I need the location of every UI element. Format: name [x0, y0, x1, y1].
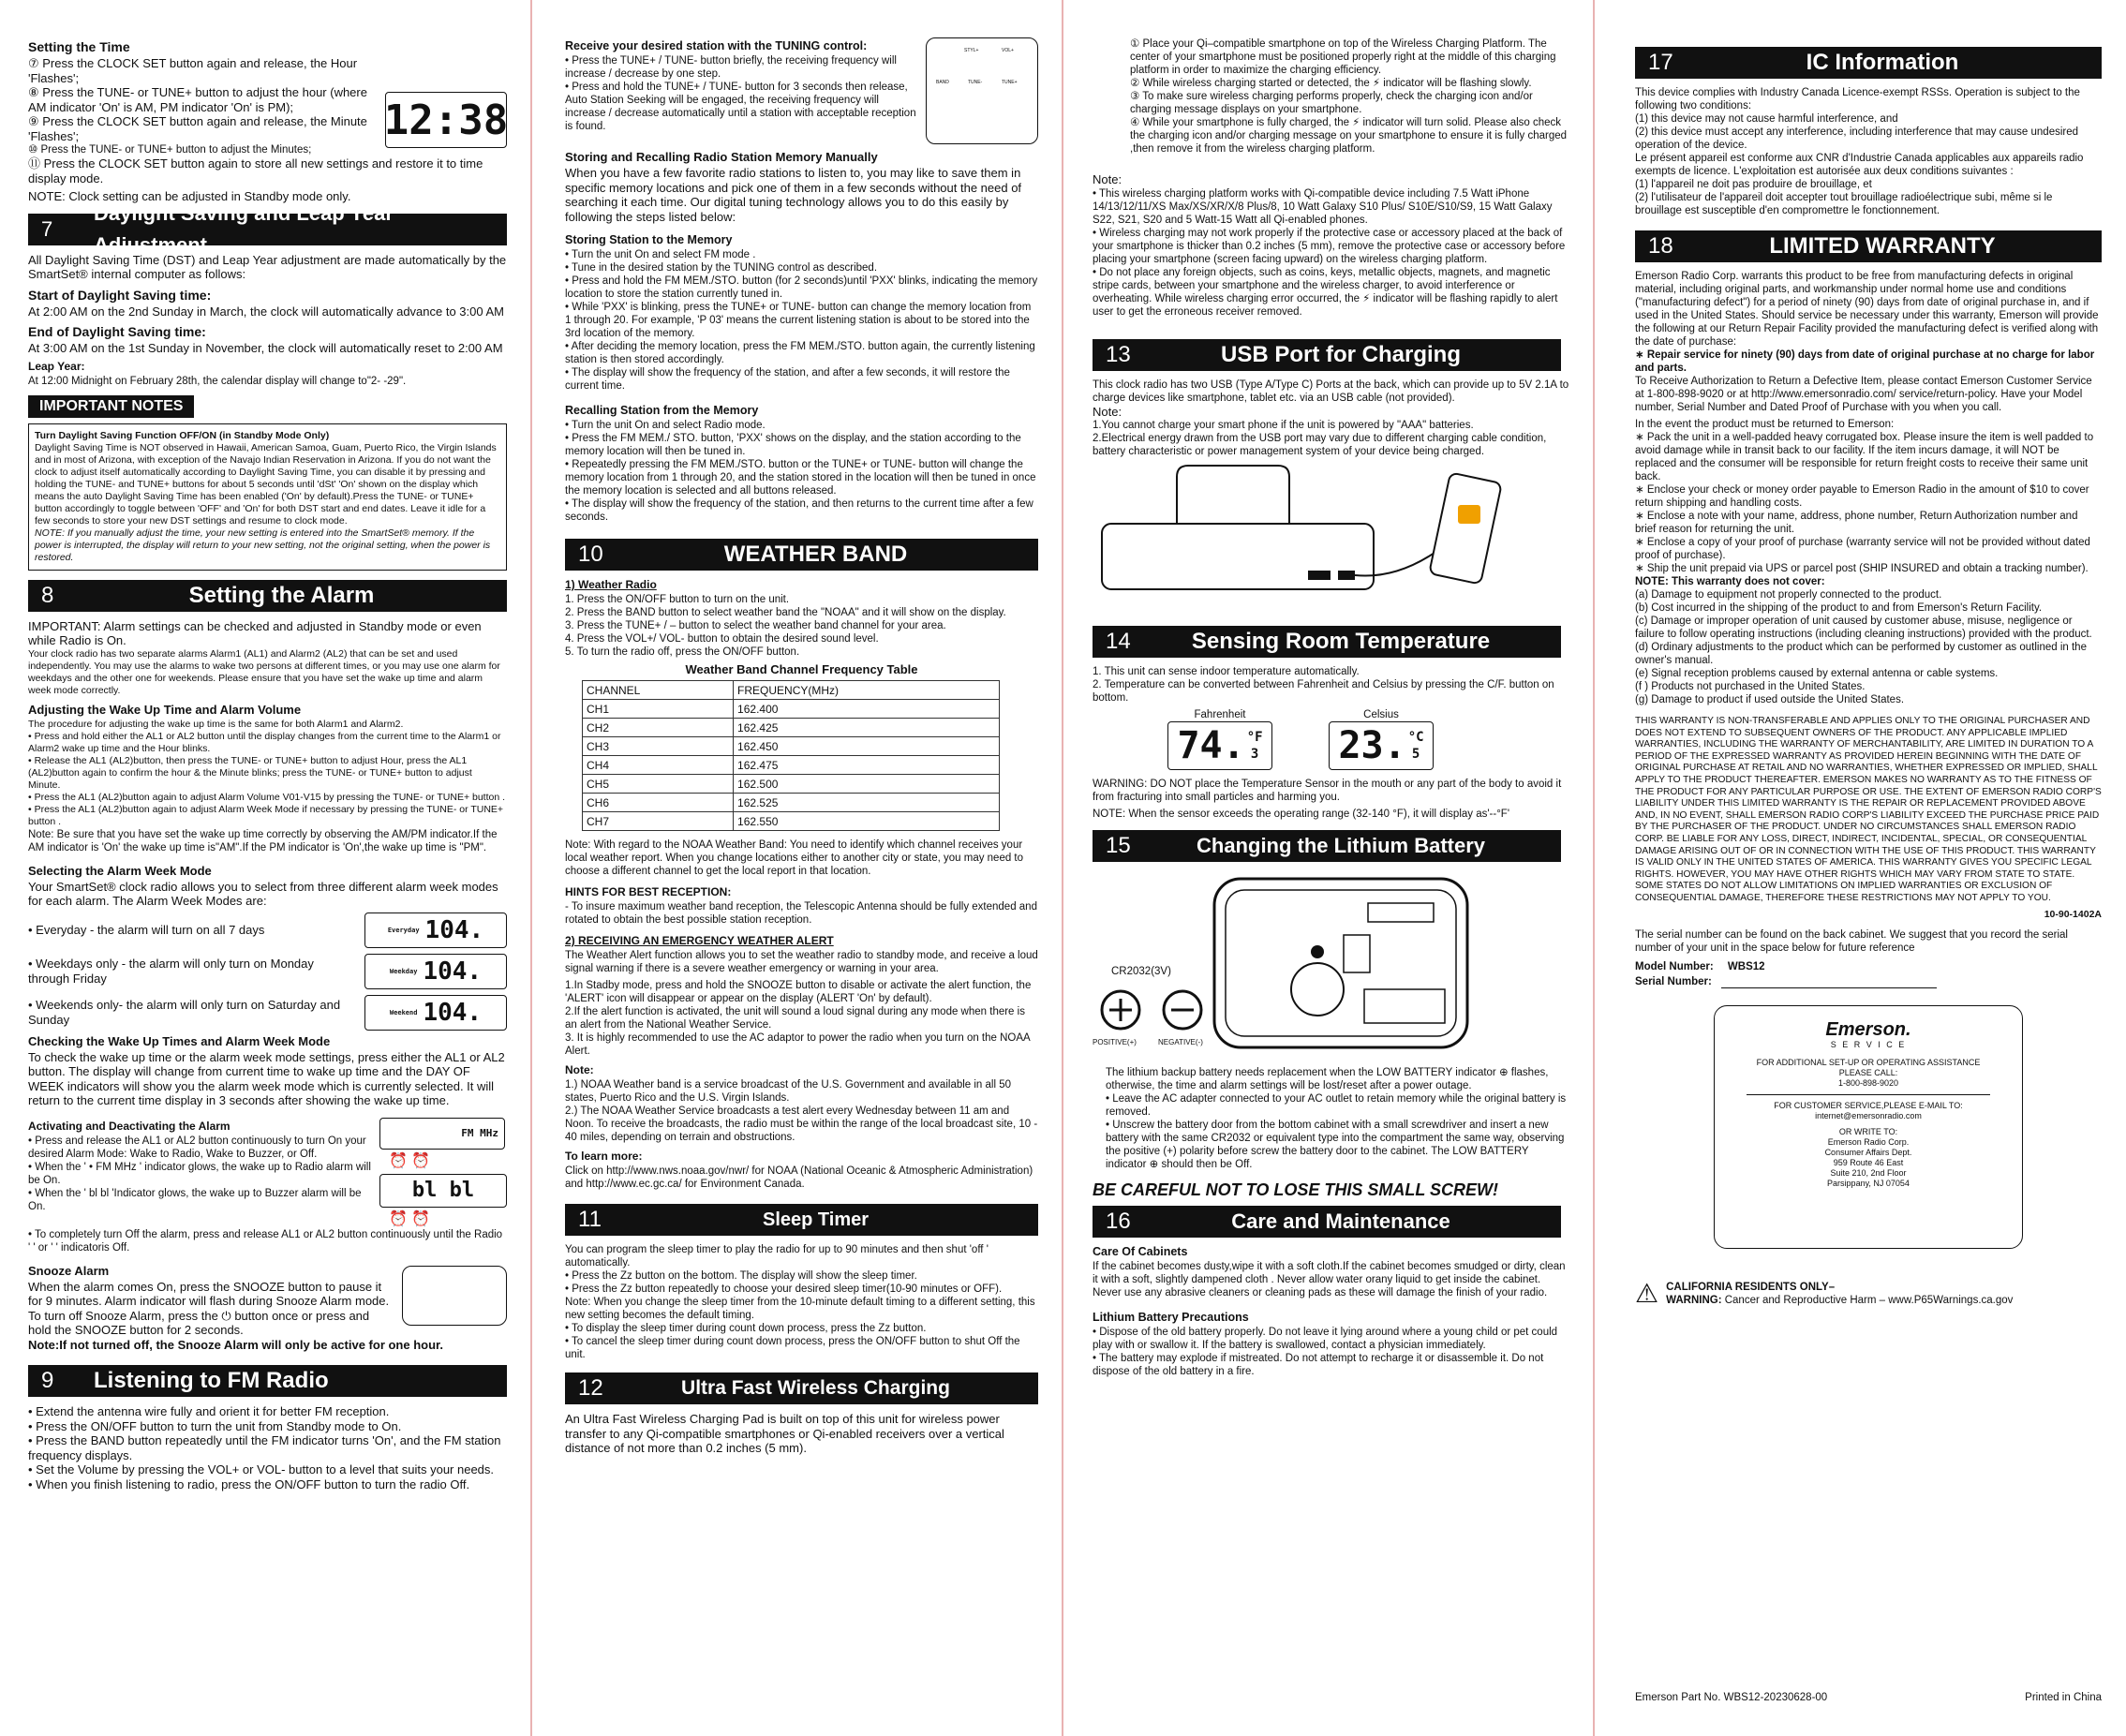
list-item: (b) Cost incurred in the shipping of the product to and from Emerson's Return Facility. — [1635, 602, 2043, 614]
paragraph: When the alarm comes On, press the SNOOZE button to pause it for 9 minutes. Alarm indicator will flash during Snooze Alarm mode. To turn off Snooze Alarm, press the ⏻ button once or press and hold the SNOOZE button for 2 seconds. — [28, 1279, 390, 1337]
california-warning: ⚠ CALIFORNIA RESIDENTS ONLY– WARNING: Cancer and Reproductive Harm – www.P65Warnings.ca.gov — [1635, 1278, 2014, 1308]
printed-in: Printed in China — [2025, 1692, 2102, 1703]
alarm-lcd: Weekday 104. — [364, 954, 507, 989]
email-heading: FOR CUSTOMER SERVICE,PLEASE E-MAIL TO: — [1774, 1100, 1963, 1110]
step: 2. Press the BAND button to select weather band the "NOAA" and it will show on the display. — [565, 607, 1006, 618]
section-title: Sleep Timer — [762, 1209, 870, 1230]
note: 2.Electrical energy drawn from the USB port may vary due to different charging cable condition, battery characteristic or power management system of your device being charged. — [1093, 433, 1547, 457]
paragraph: At 12:00 Midnight on February 28th, the calendar display will change to"2- -29". — [28, 375, 407, 387]
sub-heading: Note: — [565, 1063, 594, 1076]
step: • Press the FM MEM./ STO. button, 'PXX' shows on the display, and the station according to the memory location will then be tuned in. — [565, 433, 1021, 457]
section-bar: 13 USB Port for Charging — [1093, 339, 1561, 371]
usb-charging-illustration — [1093, 458, 1561, 617]
step: • Tune in the desired station by the TUNING control as described. — [565, 262, 878, 274]
battery-type-label: CR2032(3V) — [1111, 966, 1171, 977]
screw-warning: BE CAREFUL NOT TO LOSE THIS SMALL SCREW! — [1093, 1180, 1499, 1199]
note: Note: With regard to the NOAA Weather Band: You need to identify which channel receives your local weather report. When you change locations either to another city or state, you may need to choose a different channel to get the local report in that location. — [565, 839, 1024, 877]
important-notes-label: IMPORTANT NOTES — [28, 395, 194, 418]
note: • Wireless charging may not work properly if the protective case or accessory placed at the back of your smartphone is thicker than 0.2 inches (5 mm), remove the protective case or accessory before placing your smartphone (screen facing upward) on the wireless charging platform. — [1093, 227, 1566, 265]
sub-heading: Activating and Deactivating the Alarm — [28, 1119, 230, 1133]
section-bar: 7 Daylight Saving and Leap Year Adjustment — [28, 214, 507, 245]
table-row: CH5 162.500 — [583, 775, 1000, 794]
section-bar: 15 Changing the Lithium Battery — [1093, 830, 1561, 862]
step: • To completely turn Off the alarm, press and release AL1 or AL2 button continuously until the Radio ' ' or ' ' indicatoris Off. — [28, 1228, 503, 1254]
step: ⑦ Press the CLOCK SET button again and release, the Hour 'Flashes'; — [28, 56, 358, 85]
paragraph: The Weather Alert function allows you to set the weather radio to standby mode, and receive a loud signal warning if there is a severe weather emergency or warning in your area. — [565, 950, 1038, 974]
paragraph: An Ultra Fast Wireless Charging Pad is built on top of this unit for wireless power transfer to any Qi-compatible smartphones or Qi-enabled receivers over a vertical distance of not more than 0.2 inches (5 mm). — [565, 1412, 1004, 1455]
step: • To display the sleep timer during count down process, press the Zz button. — [565, 1323, 927, 1334]
address-line: 959 Route 46 East — [1833, 1157, 1904, 1167]
paragraph: This device complies with Industry Canada Licence-exempt RSSs. Operation is subject to the following two conditions: (1) this device may not cause harmful interference, and (2) this device must accept any interference, including interference that may cause undesired operation of the device. Le présent appareil est conforme aux CNR d'Industrie Canada applicables aux appareils radio exempts de licence. L'exploitation est autorisée aux deux conditions suivantes : (1) l'appareil ne doit pas produire de brouillage, et (2) l'utilisateur de l'appareil doit accepter tout brouillage radioélectrique subi, même si le brouillage est susceptible d'en compromettre le fonctionnement. — [1635, 87, 2084, 216]
paragraph: Your SmartSet® clock radio allows you to select from three different alarm week modes for each alarm. The Alarm Week Modes are: — [28, 879, 498, 908]
step: • Release the AL1 (AL2)button, then press the TUNE- or TUNE+ button to adjust Hour, press the AL1 (AL2)button again to confirm the hour & the Minute blinks; press the TUNE- or TUNE+ button to adjust Minute. — [28, 754, 472, 791]
note: NOTE: When the sensor exceeds the operating range (32-140 °F), it will display as'--°F' — [1093, 809, 1510, 820]
step: ④ While your smartphone is fully charged, the ⚡ indicator will turn solid. Please also check the charging icon and/or charging message on your smartphone to ensure it is fully charged ,then remove it from the wireless charging platform. — [1130, 117, 1568, 155]
paragraph: The lithium backup battery needs replacement when the LOW BATTERY indicator ⊕ flashes, otherwise, the time and alarm settings will be lost/reset after a power outage. — [1106, 1067, 1549, 1091]
step: • Press and hold the FM MEM./STO. button (for 2 seconds)until 'PXX' blinks, indicating the memory location to store the station currently tuned in. — [565, 275, 1038, 300]
list-item: (g) Damage to product if used outside the United States. — [1635, 694, 1905, 705]
paragraph: At 2:00 AM on the 2nd Sunday in March, the clock will automatically advance to 3:00 AM — [28, 304, 505, 319]
device-top-image — [402, 1266, 507, 1326]
time-lcd: 12:38 — [385, 92, 507, 148]
step: • Extend the antenna wire fully and orient it for better FM reception. — [28, 1404, 390, 1418]
note-heading: Note: — [1093, 404, 1122, 419]
step: 3. Press the TUNE+ / – button to select the weather band channel for your area. — [565, 620, 946, 631]
paragraph: When you have a few favorite radio stations to listen to, you may like to save them in specific memory locations and pick one of them in a few seconds without the need of searching it each time. Our digital tuning technology allows you to do this easily by following the steps listed below: — [565, 166, 1022, 224]
table-row: CH2 162.425 — [583, 719, 1000, 737]
step: • Unscrew the battery door from the bottom cabinet with a small screwdriver and insert a new battery with the same CR2032 or equivalent type into the compartment the same way, observing the positive (+) polarity before screw the battery door to the cabinet. The LOW BATTERY indicator ⊕ should then be Off. — [1106, 1120, 1565, 1170]
radio-alarm-lcd: FM MHz — [379, 1118, 505, 1150]
note: Note: When you change the sleep timer from the 10-minute default timing to a different setting, this new setting becomes the default timing. — [565, 1297, 1035, 1321]
paragraph: Emerson Radio Corp. warrants this product to be free from manufacturing defects in original material, including original parts, and workmanship under normal home use and conditions ("manufacturing defect") for a period of ninety (90) days from date of original purchase in, and if used in the United States. Should service be necessary under this warranty, Emerson will provide the following at our Return Repair Facility provided the manufacturing defect is verified along with the date of purchase: — [1635, 271, 2099, 348]
paragraph: The procedure for adjusting the wake up time is the same for both Alarm1 and Alarm2. — [28, 718, 404, 730]
section-title: Sensing Room Temperature — [1191, 629, 1491, 654]
note: Note: Be sure that you have set the wake up time correctly by observing the AM/PM indicator.If the AM indicator is 'On' the wake up time is"AM".If the PM indicator is 'On',the wake up time is "PM". — [28, 828, 498, 853]
list-item: (a) Damage to equipment not properly connected to the product. — [1635, 589, 1942, 601]
paragraph: Your clock radio has two separate alarms Alarm1 (AL1) and Alarm2 (AL2) that can be set and used independently. You may use the alarms to wake two persons at different times, or you may use one alarm for weekdays and the other one for weekends. Please ensure that you have set the wake up time and alarm week mode correctly. — [28, 647, 500, 696]
box-text: Daylight Saving Time is NOT observed in Hawaii, American Samoa, Guam, Puerto Rico, the Virgin Islands and in most of Arizona, with exception of the Navajo Indian Reservation in Arizona. If you do not want the clock to adjust itself automatically according to Daylight Saving Time, you can disable it by pressing and holding the TUNE- and TUNE+ buttons for about 5 seconds until 'dSt' 'On' shown on the display which means the auto Daylight Saving Time has been enabled ('On' by default).Press the TUNE- or TUNE+ button accordingly to toggle between 'OFF' and 'On' for both DST start and end dates. Leave it idle for a few seconds to store your new DST settings and resume to clock mode. — [35, 441, 497, 527]
step: • Press the ON/OFF button to turn the unit from Standby mode to On. — [28, 1418, 402, 1433]
step: 1. Press the ON/OFF button to turn on the unit. — [565, 594, 790, 605]
step: • When you finish listening to radio, press the ON/OFF button to turn the radio Off. — [28, 1476, 470, 1491]
step: • When the ' bl bl 'Indicator glows, the wake up to Buzzer alarm will be On. — [28, 1187, 362, 1212]
step: • While 'PXX' is blinking, press the TUNE+ or TUNE- button can change the memory location from 1 through 20. For example, 'P 03' means the current listening station is about to be stored into the 3rd location of the memory. — [565, 302, 1032, 339]
paragraph: You can program the sleep timer to play the radio for up to 90 minutes and then shut 'off ' automatically. — [565, 1244, 989, 1269]
step: • Turn the unit On and select Radio mode. — [565, 420, 766, 431]
section-title: WEATHER BAND — [723, 542, 908, 567]
legal-text: THIS WARRANTY IS NON-TRANSFERABLE AND APPLIES ONLY TO THE ORIGINAL PURCHASER AND DOES NOT EXTEND TO SUBSEQUENT OWNERS OF THE PRODUCT. ANY APPLICABLE IMPLIED WARRANTIES, INCLUDING THE WARRANTY OF MERCHANTABILITY, ARE LIMITED IN DURATION TO A PERIOD OF THE EXPRESSED WARRANTY AS PROVIDED HEREIN BEGINNING WITH THE DATE OF ORIGINAL PURCHASE AT RETAIL AND NO WARRANTIES, WHETHER EXPRESSED OR IMPLIED, SHALL APPLY TO THE PRODUCT THEREAFTER. EMERSON MAKES NO WARRANTY AS TO THE FITNESS OF THE PRODUCT FOR ANY PARTICULAR PURPOSE OR USE. THE EXTENT OF EMERSON RADIO CORP'S LIABILITY UNDER THIS LIMITED WARRANTY IS THE REPAIR OR REPLACEMENT PROVIDED ABOVE AND, IN NO EVENT, SHALL EMERSON RADIO CORP'S LIABILITY EXCEED THE PURCHASE PRICE PAID BY THE PURCHASER OF THE PRODUCT. UNDER NO CIRCUMSTANCES SHALL EMERSON RADIO CORP. BE LIABLE FOR ANY LOSS, DIRECT, INDIRECT, INCIDENTAL, SPECIAL, OR CONSEQUENTIAL DAMAGE ARISING OUT OF OR IN CONNECTION WITH THE USE OF THIS PRODUCT. THIS WARRANTY IS VALID ONLY IN THE UNITED STATES OF AMERICA. THIS WARRANTY GIVES YOU SPECIFIC LEGAL RIGHTS. HOWEVER, YOU MAY HAVE OTHER RIGHTS WHICH MAY VARY FROM STATE TO STATE. SOME STATES DO NOT ALLOW LIMITATIONS ON IMPLIED WARRANTIES OR EXCLUSION OF CONSEQUENTIAL DAMAGE, THEREFORE THESE RESTRICTIONS MAY NOT APPLY TO YOU. — [1635, 716, 2102, 903]
sub-heading: Adjusting the Wake Up Time and Alarm Volume — [28, 702, 302, 717]
step: • Leave the AC adapter connected to your AC outlet to retain memory while the original battery is removed. — [1106, 1093, 1567, 1118]
warning: WARNING: DO NOT place the Temperature Sensor in the mouth or any part of the body to avoid it from fracturing into small particles and harming you. — [1093, 779, 1562, 803]
step: • To cancel the sleep timer during count down process, press the ON/OFF button to shut Off the unit. — [565, 1336, 1020, 1360]
device-top-image: STYL+ VOL+ BAND TUNE- TUNE+ — [926, 37, 1038, 144]
step: ∗ Enclose a copy of your proof of purchase (warranty service will not be provided without dated proof of purchase). — [1635, 537, 2090, 561]
paragraph: To check the wake up time or the alarm week mode settings, press either the AL1 or AL2 button. The display will change from current time to wake up time and the DAY OF WEEK indicators will show you the alarm week mode which is currently selected. It will return to the current time display in 3 seconds after showing the wake up time. — [28, 1049, 505, 1107]
section-title: IC Information — [1806, 50, 1959, 75]
section-bar: 16 Care and Maintenance — [1093, 1206, 1561, 1238]
sub-heading: NOTE: This warranty does not cover: — [1635, 576, 1825, 587]
paragraph: - To insure maximum weather band reception, the Telescopic Antenna should be fully extended and rotated to obtain the best possible station reception. — [565, 901, 1037, 926]
step: • Press the BAND button repeatedly until the FM indicator turns 'On', and the FM station frequency displays. — [28, 1433, 501, 1462]
note: • Do not place any foreign objects, such as coins, keys, metallic objects, magnets, and magnetic stripe cards, between your smartphone and the wireless charger, to avoid interference or overheating. While wireless charging error occurred, the ⚡ indicator will be flashing rapidly to alert user to get the erroneous receiver removed. — [1093, 266, 1558, 318]
section-title: Setting the Alarm — [188, 582, 375, 608]
sub-heading: Recalling Station from the Memory — [565, 404, 759, 417]
step: 2.If the alert function is activated, the unit will sound a loud signal during any mode when there is an alert from the National Weather Service. — [565, 1006, 1025, 1031]
paragraph: ∗ Repair service for ninety (90) days from date of original purchase at no charge for labor and parts. — [1635, 349, 2095, 374]
assist-text: FOR ADDITIONAL SET-UP OR OPERATING ASSISTANCE — [1756, 1057, 1981, 1067]
step: ② While wireless charging started or detected, the ⚡ indicator will be flashing slowly. — [1130, 78, 1532, 89]
paragraph: At 3:00 AM on the 1st Sunday in November, the clock will automatically reset to 2:00 AM — [28, 341, 503, 355]
step: ⑩ Press the TUNE- or TUNE+ button to adjust the Minutes; — [28, 144, 312, 156]
paragraph: In the event the product must be returned to Emerson: — [1635, 419, 1895, 430]
step: ③ To make sure wireless charging performs properly, check the charging icon and/or charging message displays on your smartphone. — [1130, 91, 1533, 115]
california-heading: CALIFORNIA RESIDENTS ONLY– — [1666, 1281, 1836, 1293]
table-row: CHANNEL FREQUENCY(MHz) — [583, 681, 1000, 700]
table-row: CH7 162.550 — [583, 812, 1000, 831]
note: Note:If not turned off, the Snooze Alarm will only be active for one hour. — [28, 1337, 443, 1352]
positive-label: POSITIVE(+) — [1093, 1038, 1137, 1046]
section-bar: 18 LIMITED WARRANTY — [1635, 230, 2102, 262]
sub-heading: Storing and Recalling Radio Station Memory Manually — [565, 150, 878, 164]
step: • The display will show the frequency of the station, and after a few seconds, it will restore the current time. — [565, 367, 1010, 392]
step: • Press the Zz button repeatedly to choose your desired sleep timer(10-90 minutes or OFF). — [565, 1283, 1003, 1295]
section-title: Changing the Lithium Battery — [1197, 834, 1485, 857]
step: 4. Press the VOL+/ VOL- button to obtain the desired sound level. — [565, 633, 879, 645]
paragraph: This clock radio has two USB (Type A/Type C) Ports at the back, which can provide up to 5V 2.1A to charge devices like smartphone, tablet etc. via an USB cable (not provided). — [1093, 378, 1569, 404]
sub-heading: Storing Station to the Memory — [565, 233, 733, 246]
step: • Set the Volume by pressing the VOL+ or VOL- button to a level that suits your needs. — [28, 1462, 495, 1476]
step: • Turn the unit On and select FM mode . — [565, 249, 756, 260]
warning-triangle-icon: ⚠ — [1635, 1278, 1659, 1308]
step: ∗ Enclose your check or money order payable to Emerson Radio in the amount of $10 to cover return shipping and handling costs. — [1635, 484, 2089, 509]
learn-more-links[interactable]: Click on http://www.nws.noaa.gov/nwr/ for NOAA (National Oceanic & Atmospheric Administration) and http://www.ec.gc.ca/ for Environment Canada. — [565, 1165, 1033, 1190]
week-mode-everyday: • Everyday - the alarm will turn on all 7 days — [28, 922, 265, 937]
box-note: NOTE: If you manually adjust the time, your new setting is entered into the SmartSet® memory. If the power is interrupted, the display will return to your new setting, not the original setting, when the power is restored. — [35, 527, 491, 563]
sub-heading: Snooze Alarm — [28, 1263, 110, 1278]
step: • Dispose of the old battery properly. Do not leave it lying around where a young child or pet could play with or swallow it. If the battery is swallowed, contact a physician immediately. — [1093, 1327, 1558, 1351]
step: • Repeatedly pressing the FM MEM./STO. button or the TUNE+ or TUNE- button will change the memory location from 1 through 20, and the station stored in the location will then be tuned in once the memory location is selected and all buttons released. — [565, 459, 1036, 497]
column-1 — [0, 0, 531, 1736]
list-item: (c) Damage or improper operation of unit caused by customer abuse, misuse, negligence or failure to follow operating instructions (including cleaning instructions) provided with the product. — [1635, 616, 2092, 640]
note: 1.You cannot charge your smart phone if the unit is powered by "AAA" batteries. — [1093, 420, 1474, 431]
table-row: CH3 162.450 — [583, 737, 1000, 756]
buzzer-alarm-lcd: bl bl — [379, 1174, 507, 1208]
table-row: CH1 162.400 — [583, 700, 1000, 719]
service-card — [1714, 1005, 2023, 1249]
sub-heading: Lithium Battery Precautions — [1093, 1311, 1249, 1324]
list-item: (f ) Products not purchased in the United States. — [1635, 681, 1866, 692]
serial-number-row: Serial Number: — [1635, 975, 2102, 988]
step: • The battery may explode if mistreated. Do not attempt to recharge it or disassemble it. Do not dispose of the old battery in a fire. — [1093, 1353, 1544, 1377]
write-heading: OR WRITE TO: — [1838, 1126, 1898, 1136]
step: ⑪ Press the CLOCK SET button again to store all new settings and restore it to time display mode. — [28, 156, 483, 185]
step: • Press and hold either the AL1 or AL2 button until the display changes from the current time to the Alarm1 or Alarm2 wake up time and the Hour blinks. — [28, 730, 501, 754]
note: NOTE: Clock setting can be adjusted in Standby mode only. — [28, 189, 351, 203]
step: 1. This unit can sense indoor temperature automatically. — [1093, 666, 1360, 677]
sub-heading: HINTS FOR BEST RECEPTION: — [565, 885, 732, 898]
alarm-lcd: Weekend 104. — [364, 995, 507, 1031]
step: ⑧ Press the TUNE- or TUNE+ button to adjust the hour (where AM indicator 'On' is AM, PM indicator 'On' is PM); — [28, 85, 367, 114]
step: • Press and release the AL1 or AL2 button continuously to turn On your desired Alarm Mode: Wake to Radio, Wake to Buzzer, or Off. — [28, 1135, 366, 1160]
note: 2.) The NOAA Weather Service broadcasts a test alert every Wednesday between 11 am and Noon. To receive the broadcasts, the radio must be within the range of the local broadcast site, 10 - 40 miles, depending on terrain and obstructions. — [565, 1105, 1038, 1143]
service-word: S E R V I C E — [1830, 1039, 1907, 1049]
sub-heading: To learn more: — [565, 1150, 643, 1163]
table-title: Weather Band Channel Frequency Table — [685, 662, 918, 676]
address-line: Suite 210, 2nd Floor — [1830, 1167, 1907, 1178]
phone-number: 1-800-898-9020 — [1837, 1077, 1899, 1088]
step: • Press the Zz button on the bottom. The display will show the sleep timer. — [565, 1270, 917, 1282]
section-title: Ultra Fast Wireless Charging — [681, 1377, 950, 1399]
paragraph: If the cabinet becomes dusty,wipe it with a soft cloth.If the cabinet becomes smudged or dirty, clean it with a soft, slightly dampened cloth . Never allow water orany liquid to get inside the cabinet. Never use any abrasive cleaners or cleaning pads as these will damage the finish of your radio. — [1093, 1261, 1566, 1298]
section-title: Daylight Saving and Leap Year Adjustment — [94, 200, 394, 257]
section-bar: 17 IC Information — [1635, 47, 2102, 79]
section-heading: Setting the Time — [28, 39, 130, 54]
list-item: (e) Signal reception problems caused by external antenna or cable systems. — [1635, 668, 1999, 679]
paragraph: The serial number can be found on the back cabinet. We suggest that you record the serial number of your unit in the space below for future reference — [1635, 928, 2068, 954]
paragraph: • Press the TUNE+ / TUNE- button briefly, the receiving frequency will increase / decrease by one step. • Press and hold the TUNE+ / TUNE- button for 3 seconds then release, Auto Station Seeking will be engaged, the receiving frequency will increase / decrease automatically until a station with acceptable reception is found. — [565, 55, 916, 132]
address-line: Parsippany, NJ 07054 — [1827, 1178, 1910, 1188]
section-bar: 11 Sleep Timer — [565, 1204, 1038, 1236]
note-heading: Note: — [1093, 172, 1122, 186]
section-bar: 14 Sensing Room Temperature — [1093, 626, 1561, 658]
sub-heading: 2) RECEIVING AN EMERGENCY WEATHER ALERT — [565, 934, 834, 947]
paragraph: To Receive Authorization to Return a Defective Item, please contact Emerson Customer Service at 1-800-898-9020 or at http://www.emersonradio.com/ service/return-policy. Have your Model number, Serial Number and Dated Proof of Purchase with you when you call. — [1635, 376, 2092, 413]
box-heading: Turn Daylight Saving Function OFF/ON (in Standby Mode Only) — [35, 429, 330, 441]
model-number-row: Model Number: WBS12 — [1635, 960, 1765, 972]
step: ⑨ Press the CLOCK SET button again and release, the Minute 'Flashes'; — [28, 114, 367, 143]
step: ① Place your Qi–compatible smartphone on top of the Wireless Charging Platform. The center of your smartphone must be positioned properly right at the middle of this charging platform in order to maximize the charging efficiency. — [1130, 38, 1556, 76]
sub-heading: 1) Weather Radio — [565, 578, 657, 591]
fahrenheit-lcd: 74. °F 3 — [1167, 721, 1272, 770]
sub-heading: Selecting the Alarm Week Mode — [28, 863, 212, 878]
address-line: Consumer Affairs Dept. — [1824, 1147, 1912, 1157]
sub-heading: End of Daylight Saving time: — [28, 324, 206, 339]
paragraph: IMPORTANT: Alarm settings can be checked and adjusted in Standby mode or even while Radio is On. — [28, 618, 482, 647]
step: 3. It is highly recommended to use the AC adaptor to power the radio when you turn on the NOAA Alert. — [565, 1032, 1031, 1057]
section-bar: 10 WEATHER BAND — [565, 539, 1038, 571]
step: 5. To turn the radio off, press the ON/OFF button. — [565, 646, 800, 658]
step: • Press the AL1 (AL2)button again to adjust Alarm Week Mode if necessary by pressing the TUNE- or TUNE+ button . — [28, 803, 504, 827]
week-mode-weekdays: • Weekdays only - the alarm will only turn on Monday through Friday — [28, 957, 314, 986]
step: 2. Temperature can be converted between Fahrenheit and Celsius by pressing the C/F. button on bottom. — [1093, 679, 1554, 704]
part-number: Emerson Part No. WBS12-20230628-00 — [1635, 1692, 1828, 1703]
column-2 — [531, 0, 1063, 1736]
doc-code: 10-90-1402A — [2044, 908, 2102, 920]
fahrenheit-label: Fahrenheit — [1194, 709, 1246, 720]
step: 1.In Stadby mode, press and hold the SNOOZE button to disable or activate the alert function, the 'ALERT' icon will disappear or appear on the display (ALERT 'On' by default). — [565, 980, 1032, 1004]
sub-heading: Care Of Cabinets — [1093, 1245, 1188, 1258]
section-bar: 12 Ultra Fast Wireless Charging — [565, 1372, 1038, 1404]
setting-time-section — [28, 39, 507, 204]
step: • After deciding the memory location, press the FM MEM./STO. button again, the currently listening station is then stored accordingly. — [565, 341, 1035, 365]
step: ∗ Pack the unit in a well-padded heavy corrugated box. Please insure the item is well padded to avoid damage while in transit back to our facility. If the item incurs damage, it will NOT be replaced and the consumer will be responsible for return freight costs to receive their same unit back. — [1635, 432, 2094, 482]
frequency-table — [582, 680, 1000, 831]
negative-label: NEGATIVE(-) — [1158, 1038, 1203, 1046]
step: • When the ' • FM MHz ' indicator glows, the wake up to Radio alarm will be On. — [28, 1161, 371, 1186]
sub-heading: Leap Year: — [28, 359, 85, 373]
section-title: USB Port for Charging — [1221, 341, 1461, 367]
section-title: Listening to FM Radio — [94, 1368, 329, 1393]
section-title: Care and Maintenance — [1231, 1209, 1450, 1233]
section-bar: 8 Setting the Alarm — [28, 580, 507, 612]
note: • This wireless charging platform works with Qi-compatible device including 7.5 Watt iPhone 14/13/12/11/XS Max/XS/XR/X/8 Plus/8, 10 Watt Galaxy S10 Plus/ S10E/S10/S9, 15 Watt Galaxy S22, S21, S20 and 5 Watt-15 Watt all Qi-enabled phones. — [1093, 187, 1553, 226]
celsius-label: Celsius — [1363, 709, 1399, 720]
step: • Press the AL1 (AL2)button again to adjust Alarm Volume V01-V15 by pressing the TUNE- or TUNE+ button . — [28, 791, 506, 803]
serial-number-field[interactable] — [1721, 976, 1937, 988]
celsius-lcd: 23. °C 5 — [1329, 721, 1434, 770]
call-text: PLEASE CALL: — [1838, 1067, 1898, 1077]
column-4 — [1594, 0, 2126, 1736]
important-notes-box — [28, 423, 507, 571]
alarm-lcd: Everyday 104. — [364, 913, 507, 948]
section-title: LIMITED WARRANTY — [1769, 233, 1996, 259]
sub-heading: Receive your desired station with the TUNING control: — [565, 39, 868, 52]
alarm-bell-icon: ⏰ ⏰ — [389, 1210, 431, 1227]
sub-heading: Checking the Wake Up Times and Alarm Week Mode — [28, 1033, 331, 1048]
table-row: CH4 162.475 — [583, 756, 1000, 775]
step: • The display will show the frequency of the station, and then returns to the current time after a few seconds. — [565, 498, 1033, 523]
step: ∗ Enclose a note with your name, address, phone number, Return Authorization number and brief reason for returning the unit. — [1635, 511, 2078, 535]
battery-illustration — [1093, 869, 1569, 1066]
column-3 — [1063, 0, 1594, 1736]
email-address: internet@emersonradio.com — [1815, 1110, 1922, 1120]
alarm-bell-icon: ⏰ ⏰ — [389, 1152, 431, 1169]
week-mode-weekends: • Weekends only- the alarm will only turn on Saturday and Sunday — [28, 998, 341, 1027]
list-item: (d) Ordinary adjustments to the product which can be performed by customer as outlined in the owner's manual. — [1635, 642, 2087, 666]
section-bar: 9 Listening to FM Radio — [28, 1365, 507, 1397]
paragraph: All Daylight Saving Time (DST) and Leap Year adjustment are made automatically by the SmartSet® internal computer as follows: — [28, 252, 507, 281]
emerson-logo: Emerson. — [1825, 1018, 1911, 1040]
note: 1.) NOAA Weather band is a service broadcast of the U.S. Government and available in all 50 states, Puerto Rico and the U.S. Virgin Islands. — [565, 1079, 1012, 1104]
address-line: Emerson Radio Corp. — [1827, 1136, 1910, 1147]
table-row: CH6 162.525 — [583, 794, 1000, 812]
step: ∗ Ship the unit prepaid via UPS or parcel post (SHIP INSURED and obtain a tracking number). — [1635, 563, 2089, 574]
sub-heading: Start of Daylight Saving time: — [28, 287, 212, 303]
